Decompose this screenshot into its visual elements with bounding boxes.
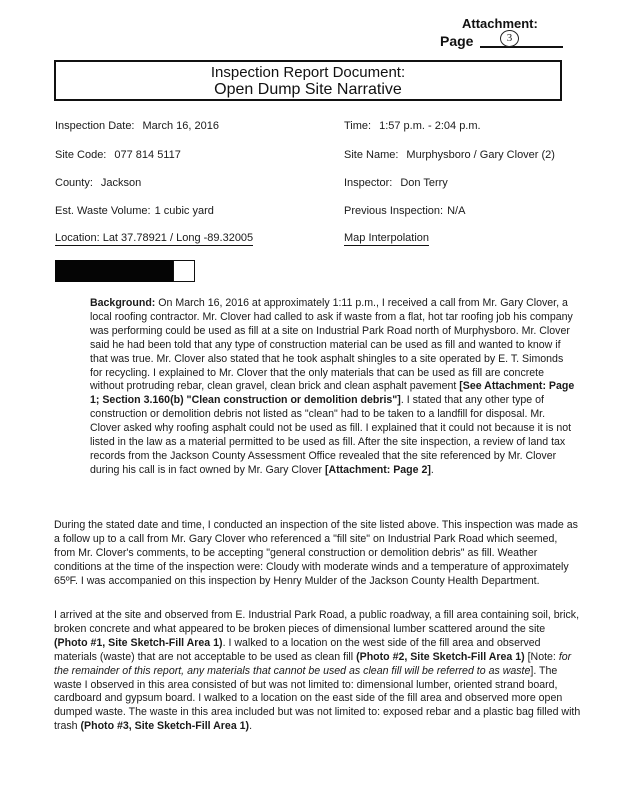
inspection-date-label: Inspection Date:: [55, 120, 135, 132]
inspector-value: Don Terry: [400, 177, 448, 189]
time-label: Time:: [344, 120, 372, 132]
county-field: [55, 177, 141, 189]
inspector-label: Inspector:: [344, 177, 393, 189]
page-label: Page: [440, 33, 474, 49]
background-text-2: . I stated that any other type of construction or demolition debris not listed as "clean" had to be taken to a landfill for disposal. Mr. Clover asked why roofing asphalt could not be used as fill. I explained that it could not because it is not listed in the law as a material permitted to be used as fill. After the site inspection, a review of land tax records from the Jackson County Assessment Office revealed that the site referenced by Mr. Clover during his call is in fact owned by Mr. Gary Clover: [90, 394, 572, 476]
waste-volume-field: [55, 205, 214, 217]
observation-text-1: I arrived at the site and observed from E. Industrial Park Road, a public roadway, a fill area containing soil, brick, broken concrete and what appeared to be broken pieces of dimensional lumber scattered around the site: [54, 609, 580, 635]
county-label: County:: [55, 177, 93, 189]
note-end: ].: [530, 664, 537, 677]
time-field: [344, 120, 481, 132]
time-value: 1:57 p.m. - 2:04 p.m.: [379, 120, 481, 132]
observation-paragraph: [54, 609, 581, 734]
waste-volume-value: 1 cubic yard: [154, 205, 214, 217]
previous-inspection-label: Previous Inspection:: [344, 205, 444, 217]
observation-text-2: . I walked to a location on the west side of the fill area and observed materials (waste) that are not acceptable to be used as clean fill: [54, 636, 541, 663]
background-text-1: On March 16, 2016 at approximately 1:11 p.m., I received a call from Mr. Gary Clover, a local roofing contractor. Mr. Clover had called to ask if waste from a flat, hot tar roofing job his company was performing could be used as fill at a site on Industrial Park Road north of Murphysboro. Mr. Clover said he had been told that any type of construction material can be used as fill and wanted to know if that was true. Mr. Clover also stated that he took asphalt shingles to a site operated by E. T. Simonds for recycling. I explained to Mr. Clover that the only materials that can be used as fill are concrete without protruding rebar, clean gravel, clean brick and clean asphalt pavement: [90, 297, 573, 393]
observation-ref-1: (Photo #1, Site Sketch-Fill Area 1): [54, 636, 223, 649]
redaction-bar: [55, 260, 173, 282]
site-code-value: 077 814 5117: [114, 149, 181, 161]
inspection-date-field: [55, 120, 219, 132]
title-box: [54, 60, 562, 101]
title-line-1: Inspection Report Document:: [210, 64, 406, 81]
background-label: Background:: [90, 297, 156, 309]
observation-ref-2: (Photo #2, Site Sketch-Fill Area 1): [356, 650, 525, 663]
title-line-2: Open Dump Site Narrative: [214, 81, 402, 98]
background-text-3: .: [430, 463, 434, 476]
inspection-paragraph: During the stated date and time, I conducted an inspection of the site listed above. This inspection was made as a follow up to a call from Mr. Gary Clover who referenced a "fill site" on Industrial Park Road which seemed, from Mr. Clover's comments, to be accepting "general construction or demolition debris" as fill. Weather conditions at the time of the inspection were: Cloudy with moderate winds and a temperature of approximately 65ºF. I was accompanied on this inspection by Henry Mulder of the Jackson County Health Department.: [54, 519, 578, 587]
observation-text-3: The waste I observed in this area consisted of but was not limited to: dimensional lumber, oriented strand board, cardboard and gypsum board. I walked to a location on the east side of the fill area and observed more open dumped waste. The waste in this area included but was not limited to: exposed rebar and a plastic bag filled with trash: [54, 664, 581, 733]
note-text: for the remainder of this report, any materials that cannot be used as clean fill will be referred to as waste: [54, 650, 572, 677]
site-name-label: Site Name:: [344, 149, 399, 161]
background-ref-1: [See Attachment: Page 1; Section 3.160(b) "Clean construction or demolition debris"]: [90, 380, 575, 407]
map-interpolation-field: Map Interpolation: [344, 232, 429, 244]
note-label: [Note:: [527, 650, 556, 663]
previous-inspection-value: N/A: [447, 205, 466, 217]
waste-volume-label: Est. Waste Volume:: [55, 205, 151, 217]
background-ref-2: [Attachment: Page 2]: [324, 463, 431, 476]
background-paragraph: [90, 297, 576, 478]
observation-text-4: .: [249, 720, 253, 733]
inspection-date-value: March 16, 2016: [142, 120, 219, 132]
site-code-field: [55, 149, 181, 161]
page-number: 3: [500, 30, 519, 47]
inspector-field: [344, 177, 448, 189]
location-field: Location: Lat 37.78921 / Long -89.32005: [55, 232, 254, 244]
site-name-value: Murphysboro / Gary Clover (2): [406, 149, 555, 161]
site-code-label: Site Code:: [55, 149, 107, 161]
observation-ref-3: (Photo #3, Site Sketch-Fill Area 1): [80, 720, 250, 733]
previous-inspection-field: [344, 205, 465, 217]
redaction-checkbox: [173, 260, 195, 282]
attachment-label: Attachment:: [462, 16, 538, 31]
site-name-field: [344, 149, 555, 161]
county-value: Jackson: [100, 177, 142, 189]
page-number-line: [480, 46, 563, 48]
